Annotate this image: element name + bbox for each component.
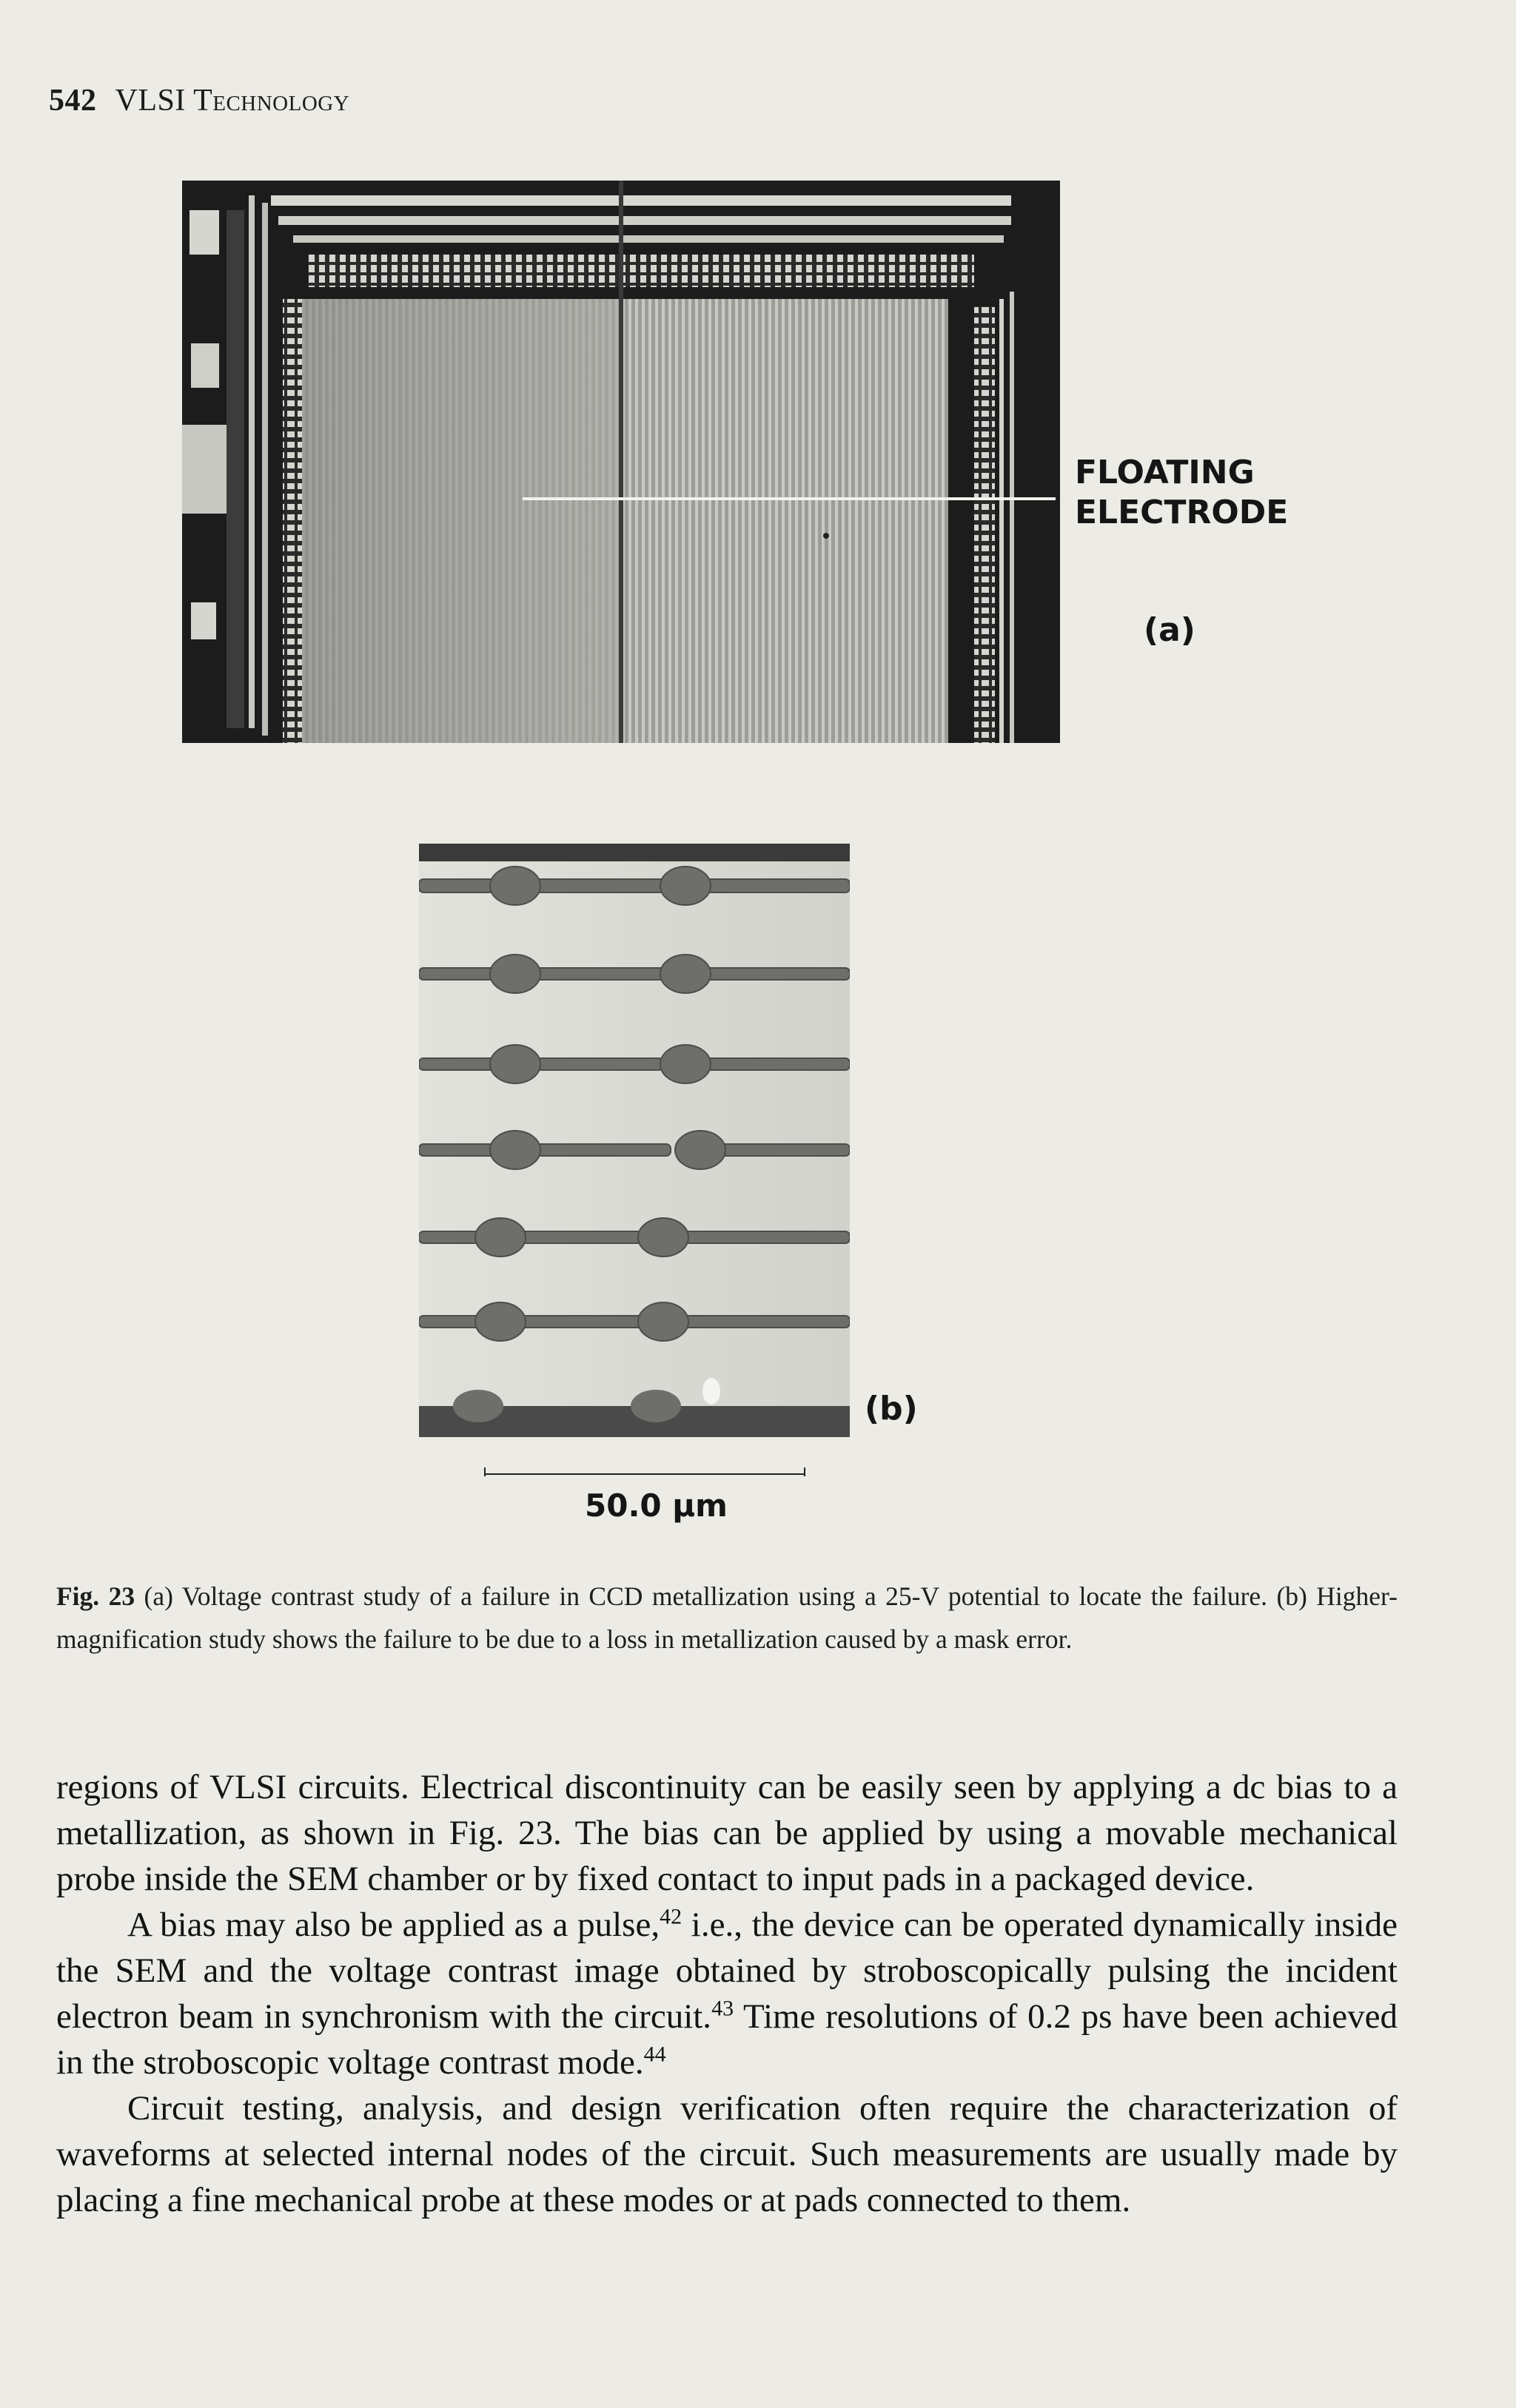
paragraph-3: Circuit testing, analysis, and design verification often require the characterization of waveforms at selected internal nodes of the circuit. Such measurements are usually made by placing a fine mechanical probe at these modes or at pads connected to them. bbox=[56, 2089, 1398, 2219]
paragraph-1: regions of VLSI circuits. Electrical discontinuity can be easily seen by applying a dc bias to a metallization, as shown in Fig. 23. The bias can be applied by using a movable mechanical probe inside the SEM chamber or by fixed contact to input pads in a packaged device. bbox=[56, 1768, 1398, 1898]
page-number: 542 bbox=[49, 84, 97, 118]
floating-electrode-callout bbox=[1075, 453, 1288, 533]
paragraph-2 bbox=[56, 1902, 1398, 2085]
running-title: VLSI Technology bbox=[115, 84, 350, 118]
running-header bbox=[49, 83, 349, 118]
scale-bar bbox=[484, 1467, 805, 1477]
panel-label-b: (b) bbox=[865, 1390, 918, 1427]
paragraph-2-part-b: i.e., the device can be operated dynamically inside the SEM and the voltage contrast image obtained by stroboscopically pulsing the incident electron beam in synchronism with the circuit. bbox=[56, 1906, 1398, 2036]
callout-line-1: FLOATING bbox=[1075, 454, 1255, 491]
reference-44: 44 bbox=[643, 2042, 666, 2067]
caption-text: (a) Voltage contrast study of a failure in CCD metallization using a 25-V potential to locate the failure. (b) Higher-magnification study shows the failure to be due to a loss in metallization caused by a mask error. bbox=[56, 1581, 1398, 1654]
body-text bbox=[56, 1764, 1398, 2223]
figure-b-image bbox=[419, 844, 850, 1437]
reference-43: 43 bbox=[711, 1996, 734, 2021]
figure-caption bbox=[56, 1575, 1398, 1661]
paragraph-2-part-a: A bias may also be applied as a pulse, bbox=[127, 1906, 660, 1944]
paragraph-2-part-c: Time resolutions of 0.2 ps have been achieved in the stroboscopic voltage contrast mode. bbox=[56, 1997, 1398, 2082]
callout-line-2: ELECTRODE bbox=[1075, 494, 1289, 531]
caption-figure-ref: Fig. 23 bbox=[56, 1581, 135, 1611]
figure-a-image bbox=[182, 181, 1060, 743]
figure-a-micrograph bbox=[182, 181, 1060, 743]
reference-42: 42 bbox=[660, 1904, 682, 1929]
figure-b-micrograph bbox=[419, 844, 850, 1437]
scale-label: 50.0 μm bbox=[585, 1487, 728, 1524]
panel-label-a: (a) bbox=[1144, 611, 1195, 649]
